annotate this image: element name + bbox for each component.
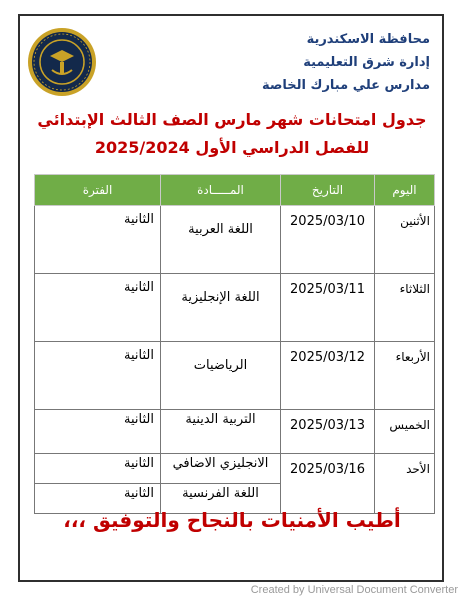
period-cell: الثانية [35, 342, 161, 410]
date-cell: 2025/03/12 [281, 342, 375, 410]
table-header-row [35, 175, 435, 206]
subject-cell: اللغة العربية [161, 206, 281, 274]
school-header [262, 28, 430, 97]
table-row [35, 454, 435, 484]
header-day: اليوم [375, 175, 435, 206]
period-cell: الثانية [35, 410, 161, 454]
subject-cell: التربية الدينية [161, 410, 281, 454]
date-cell: 2025/03/13 [281, 410, 375, 454]
table-row [35, 410, 435, 454]
period-cell: الثانية [35, 206, 161, 274]
date-cell: 2025/03/16 [281, 454, 375, 514]
day-cell: الخميس [375, 410, 435, 454]
best-wishes-footer: أطيب الأمنيات بالنجاح والتوفيق ،،، [63, 508, 401, 532]
header-date: التاريخ [281, 175, 375, 206]
date-cell: 2025/03/10 [281, 206, 375, 274]
school-emblem-icon [26, 26, 98, 98]
school-name-label: مدارس علي مبارك الخاصة [261, 78, 430, 93]
period-cell: الثانية [35, 454, 161, 484]
day-cell: الأربعاء [375, 342, 435, 410]
governorate-label: محافظة الاسكندرية [306, 32, 430, 47]
period-cell: الثانية [35, 274, 161, 342]
day-cell: الأثنين [375, 206, 435, 274]
exam-schedule-table [34, 174, 435, 514]
date-cell: 2025/03/11 [281, 274, 375, 342]
exam-schedule-title: جدول امتحانات شهر مارس الصف الثالث الإبتدائي [37, 110, 427, 129]
subject-cell: الانجليزي الاضافي [161, 454, 281, 484]
converter-watermark: Created by Universal Document Converter [250, 584, 458, 596]
period-cell: الثانية [35, 484, 161, 514]
table-row [35, 206, 435, 274]
subject-cell: الرياضيات [161, 342, 281, 410]
subject-cell: اللغة الفرنسية [161, 484, 281, 514]
table-row [35, 274, 435, 342]
day-cell: الثلاثاء [375, 274, 435, 342]
table-row [35, 342, 435, 410]
administration-label: إدارة شرق التعليمية [303, 55, 430, 70]
subject-cell: اللغة الإنجليزية [161, 274, 281, 342]
header-period: الفترة [35, 175, 161, 206]
semester-subtitle: للفصل الدراسي الأول 2025/2024 [94, 138, 370, 157]
day-cell: الأحد [375, 454, 435, 514]
header-subject: المـــــادة [161, 175, 281, 206]
